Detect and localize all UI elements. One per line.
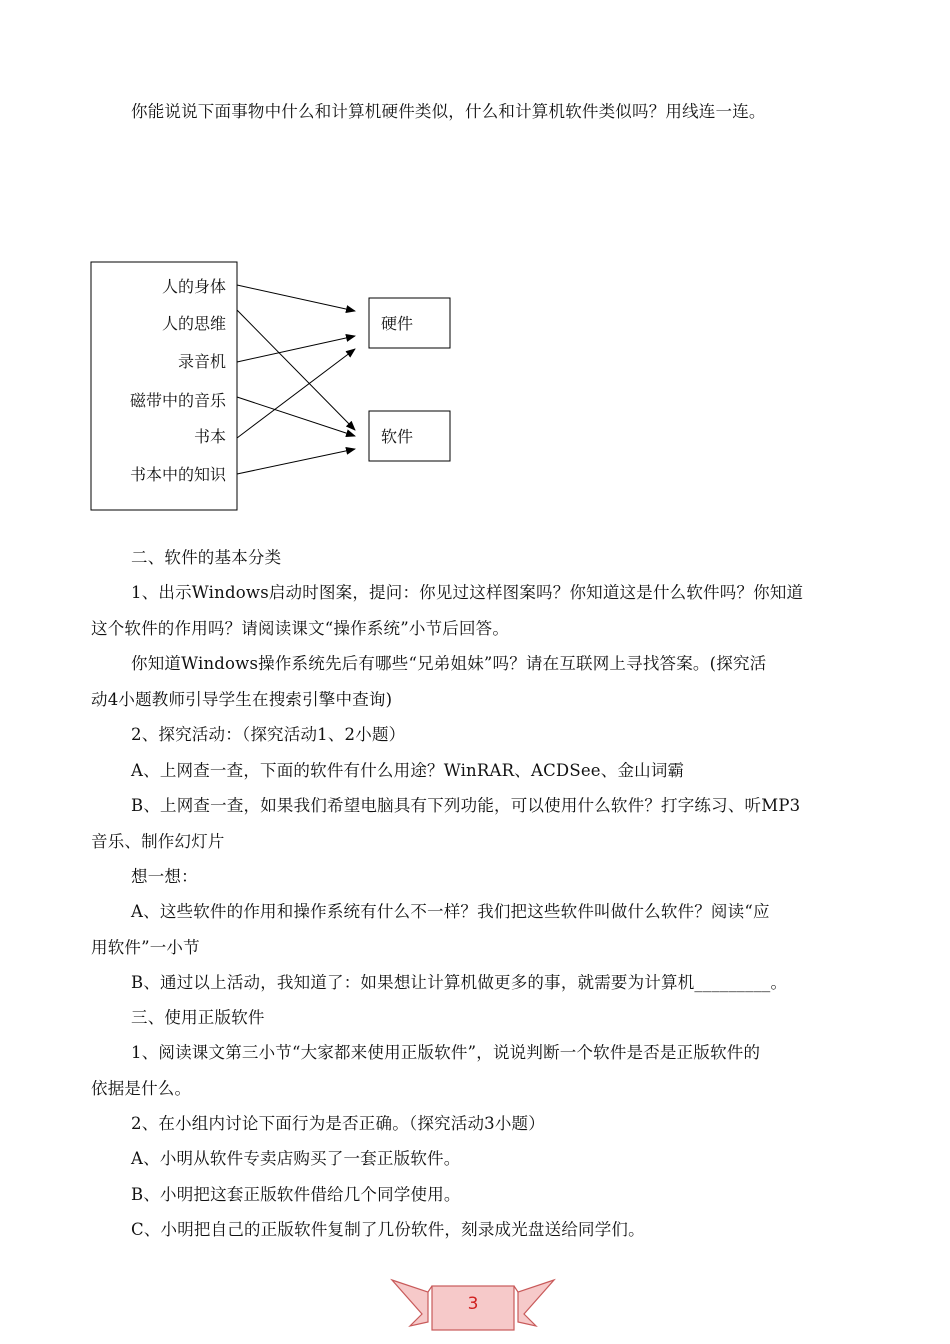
section2-p7-line1: A、这些软件的作用和操作系统有什么不一样？我们把这些软件叫做什么软件？阅读“应	[131, 902, 770, 921]
section2-heading: 二、软件的基本分类	[131, 548, 282, 567]
item-book: 书本	[193, 427, 226, 446]
page-number-badge	[388, 1274, 558, 1334]
section2-p2-line1: 你知道Windows操作系统先后有哪些“兄弟姐妹”吗？请在互联网上寻找答案。(探究活	[131, 654, 767, 673]
section3-option-c: C、小明把自己的正版软件复制了几份软件，刻录成光盘送给同学们。	[131, 1220, 645, 1239]
item-book-knowledge: 书本中的知识	[129, 465, 226, 484]
section2-p5-line1: B、上网查一查，如果我们希望电脑具有下列功能，可以使用什么软件？打字练习、听MP3	[131, 796, 801, 815]
arrow-knowledge-software	[237, 449, 355, 474]
section2-p2-line2: 动4小题教师引导学生在搜索引擎中查询)	[91, 690, 393, 709]
arrow-book-hardware	[237, 349, 355, 438]
arrow-recorder-hardware	[237, 336, 355, 362]
items-box	[91, 262, 237, 510]
intro-question: 你能说说下面事物中什么和计算机硬件类似，什么和计算机软件类似吗？用线连一连。	[131, 102, 766, 121]
section3-option-a: A、小明从软件专卖店购买了一套正版软件。	[131, 1149, 461, 1168]
arrow-music-software	[237, 397, 355, 436]
section2-p7-line2: 用软件”一小节	[91, 938, 200, 957]
section3-p2: 2、在小组内讨论下面行为是否正确。（探究活动3小题）	[131, 1114, 545, 1133]
software-box	[369, 411, 450, 461]
section3-p1-line2: 依据是什么。	[91, 1079, 192, 1098]
section3-option-b: B、小明把这套正版软件借给几个同学使用。	[131, 1185, 461, 1204]
software-label: 软件	[381, 427, 414, 446]
section3-heading: 三、使用正版软件	[131, 1008, 265, 1027]
item-body: 人的身体	[161, 277, 226, 296]
item-thought: 人的思维	[161, 314, 226, 333]
item-recorder: 录音机	[177, 352, 226, 371]
section2-p1-line1: 1、出示Windows启动时图案，提问：你见过这样图案吗？你知道这是什么软件吗？你知道	[131, 583, 804, 602]
section2-p1-line2: 这个软件的作用吗？请阅读课文“操作系统”小节后回答。	[91, 619, 510, 638]
section3-p1-line1: 1、阅读课文第三小节“大家都来使用正版软件”，说说判断一个软件是否是正版软件的	[131, 1043, 761, 1062]
page-number: 3	[467, 1294, 479, 1314]
hardware-box	[369, 298, 450, 348]
item-tape-music: 磁带中的音乐	[129, 391, 226, 410]
section2-p4: A、上网查一查，下面的软件有什么用途？WinRAR、ACDSee、金山词霸	[131, 761, 685, 780]
section2-p8: B、通过以上活动，我知道了：如果想让计算机做更多的事，就需要为计算机_________。	[131, 973, 788, 992]
hardware-label: 硬件	[381, 314, 414, 333]
section2-p5-line2: 音乐、制作幻灯片	[91, 832, 225, 851]
section2-p3: 2、探究活动：（探究活动1、2小题）	[131, 725, 406, 744]
section2-p6: 想一想：	[131, 867, 198, 886]
arrow-body-hardware	[237, 285, 355, 311]
arrow-thought-software	[237, 310, 355, 430]
